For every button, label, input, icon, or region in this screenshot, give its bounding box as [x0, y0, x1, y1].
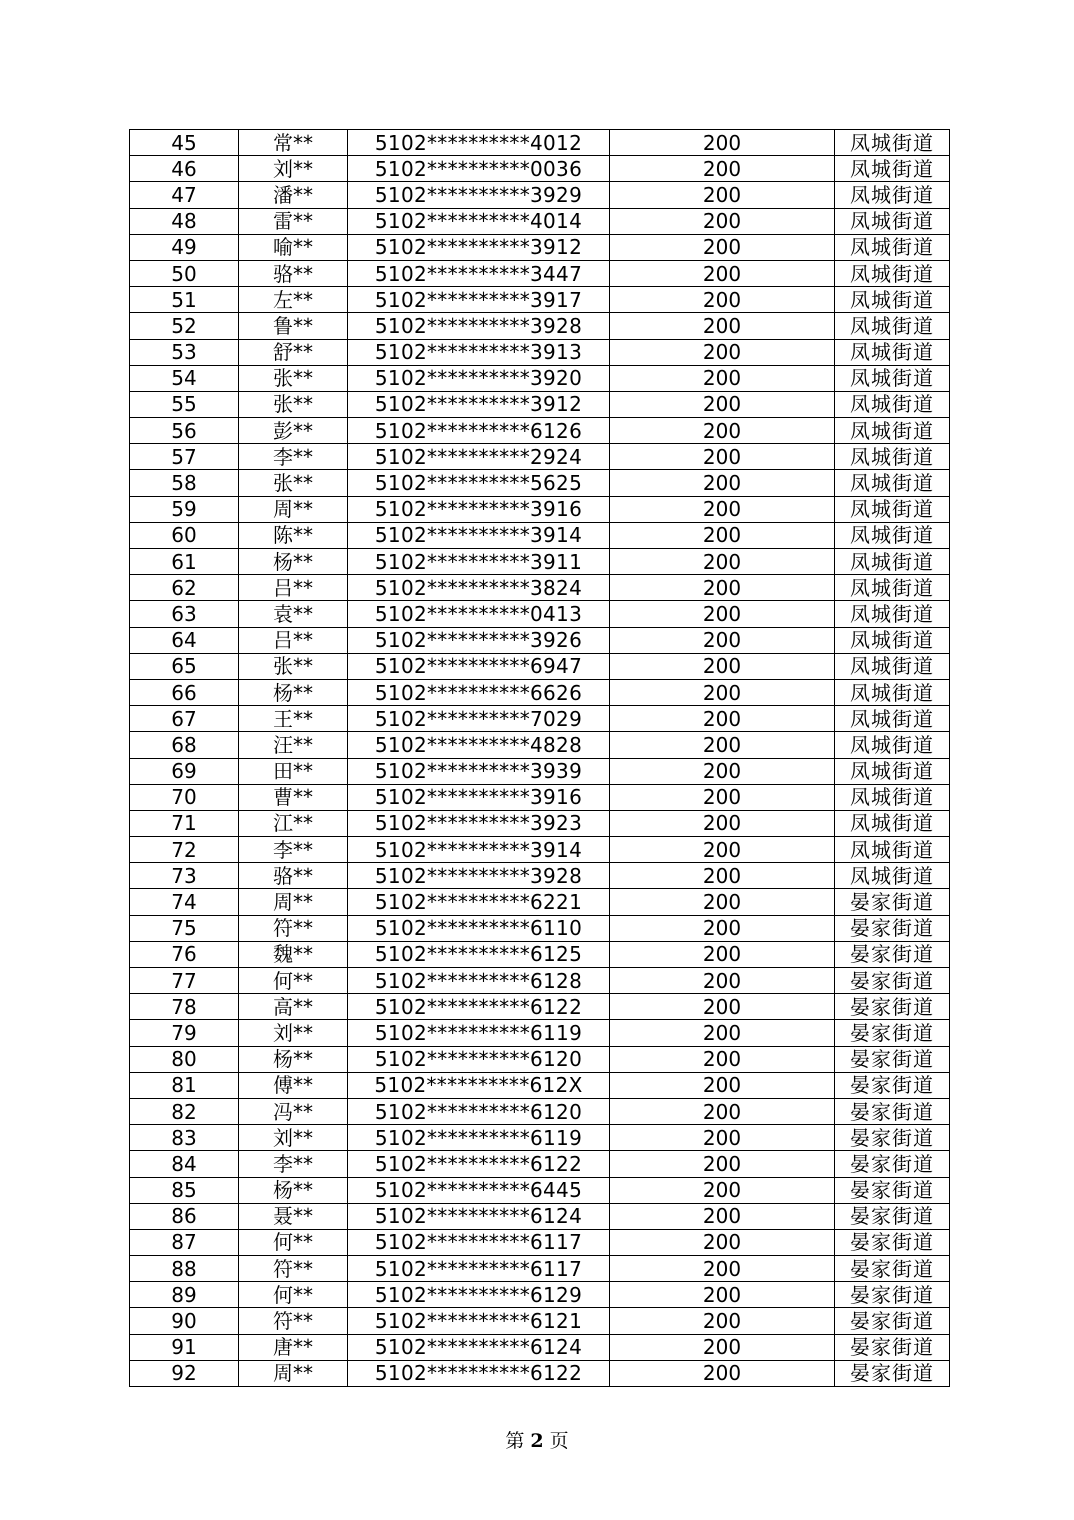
name-cell: 鲁**	[239, 313, 348, 339]
amount-cell: 200	[610, 130, 835, 156]
amount-cell: 200	[610, 260, 835, 286]
id-number-cell: 5102**********3929	[348, 182, 610, 208]
subdistrict-cell: 凤城街道	[835, 260, 950, 286]
subdistrict-cell: 凤城街道	[835, 784, 950, 810]
id-number-cell: 5102**********6947	[348, 653, 610, 679]
table-row	[130, 156, 950, 182]
amount-cell: 200	[610, 339, 835, 365]
subdistrict-cell: 晏家街道	[835, 1046, 950, 1072]
table-row	[130, 732, 950, 758]
amount-cell: 200	[610, 470, 835, 496]
page-footer	[0, 1426, 1074, 1453]
table-row	[130, 549, 950, 575]
name-cell: 何**	[239, 1282, 348, 1308]
row-index-cell: 67	[130, 706, 239, 732]
subdistrict-cell: 凤城街道	[835, 470, 950, 496]
row-index-cell: 59	[130, 496, 239, 522]
amount-cell: 200	[610, 627, 835, 653]
amount-cell: 200	[610, 208, 835, 234]
name-cell: 舒**	[239, 339, 348, 365]
id-number-cell: 5102**********4012	[348, 130, 610, 156]
row-index-cell: 79	[130, 1020, 239, 1046]
table-row	[130, 653, 950, 679]
row-index-cell: 56	[130, 418, 239, 444]
roster-table	[129, 129, 950, 1387]
name-cell: 刘**	[239, 1020, 348, 1046]
subdistrict-cell: 晏家街道	[835, 1203, 950, 1229]
table-row	[130, 1203, 950, 1229]
amount-cell: 200	[610, 1282, 835, 1308]
table-row	[130, 287, 950, 313]
row-index-cell: 60	[130, 522, 239, 548]
id-number-cell: 5102**********3926	[348, 627, 610, 653]
name-cell: 周**	[239, 889, 348, 915]
row-index-cell: 65	[130, 653, 239, 679]
id-number-cell: 5102**********3447	[348, 260, 610, 286]
subdistrict-cell: 凤城街道	[835, 810, 950, 836]
table-row	[130, 234, 950, 260]
row-index-cell: 90	[130, 1308, 239, 1334]
name-cell: 高**	[239, 994, 348, 1020]
subdistrict-cell: 晏家街道	[835, 1360, 950, 1386]
name-cell: 雷**	[239, 208, 348, 234]
amount-cell: 200	[610, 365, 835, 391]
amount-cell: 200	[610, 1072, 835, 1098]
table-row	[130, 444, 950, 470]
subdistrict-cell: 晏家街道	[835, 1020, 950, 1046]
subdistrict-cell: 凤城街道	[835, 444, 950, 470]
amount-cell: 200	[610, 758, 835, 784]
table-row	[130, 863, 950, 889]
row-index-cell: 57	[130, 444, 239, 470]
id-number-cell: 5102**********3928	[348, 863, 610, 889]
table-row	[130, 1256, 950, 1282]
name-cell: 傅**	[239, 1072, 348, 1098]
name-cell: 杨**	[239, 1046, 348, 1072]
id-number-cell: 5102**********3911	[348, 549, 610, 575]
id-number-cell: 5102**********3912	[348, 234, 610, 260]
row-index-cell: 55	[130, 391, 239, 417]
table-row	[130, 1046, 950, 1072]
subdistrict-cell: 凤城街道	[835, 339, 950, 365]
table-row	[130, 968, 950, 994]
table-row	[130, 810, 950, 836]
name-cell: 唐**	[239, 1334, 348, 1360]
name-cell: 陈**	[239, 522, 348, 548]
amount-cell: 200	[610, 1046, 835, 1072]
id-number-cell: 5102**********3824	[348, 575, 610, 601]
id-number-cell: 5102**********6128	[348, 968, 610, 994]
name-cell: 聂**	[239, 1203, 348, 1229]
amount-cell: 200	[610, 863, 835, 889]
row-index-cell: 52	[130, 313, 239, 339]
amount-cell: 200	[610, 496, 835, 522]
table-row	[130, 1020, 950, 1046]
table-row	[130, 994, 950, 1020]
id-number-cell: 5102**********0036	[348, 156, 610, 182]
row-index-cell: 77	[130, 968, 239, 994]
table-row	[130, 339, 950, 365]
amount-cell: 200	[610, 575, 835, 601]
row-index-cell: 68	[130, 732, 239, 758]
name-cell: 符**	[239, 915, 348, 941]
table-row	[130, 758, 950, 784]
name-cell: 杨**	[239, 1177, 348, 1203]
subdistrict-cell: 凤城街道	[835, 130, 950, 156]
id-number-cell: 5102**********6445	[348, 1177, 610, 1203]
row-index-cell: 88	[130, 1256, 239, 1282]
subdistrict-cell: 凤城街道	[835, 627, 950, 653]
row-index-cell: 64	[130, 627, 239, 653]
id-number-cell: 5102**********6110	[348, 915, 610, 941]
subdistrict-cell: 凤城街道	[835, 653, 950, 679]
subdistrict-cell: 凤城街道	[835, 575, 950, 601]
id-number-cell: 5102**********4014	[348, 208, 610, 234]
subdistrict-cell: 晏家街道	[835, 1098, 950, 1124]
name-cell: 符**	[239, 1308, 348, 1334]
name-cell: 张**	[239, 470, 348, 496]
subdistrict-cell: 凤城街道	[835, 732, 950, 758]
name-cell: 李**	[239, 1151, 348, 1177]
table-row	[130, 130, 950, 156]
id-number-cell: 5102**********6121	[348, 1308, 610, 1334]
table-row	[130, 601, 950, 627]
name-cell: 骆**	[239, 863, 348, 889]
table-row	[130, 1072, 950, 1098]
name-cell: 潘**	[239, 182, 348, 208]
name-cell: 常**	[239, 130, 348, 156]
subdistrict-cell: 凤城街道	[835, 234, 950, 260]
table-row	[130, 1177, 950, 1203]
id-number-cell: 5102**********7029	[348, 706, 610, 732]
name-cell: 杨**	[239, 679, 348, 705]
id-number-cell: 5102**********3912	[348, 391, 610, 417]
amount-cell: 200	[610, 156, 835, 182]
table-row	[130, 941, 950, 967]
row-index-cell: 73	[130, 863, 239, 889]
row-index-cell: 75	[130, 915, 239, 941]
subdistrict-cell: 凤城街道	[835, 706, 950, 732]
name-cell: 张**	[239, 653, 348, 679]
id-number-cell: 5102**********3913	[348, 339, 610, 365]
table-row	[130, 1308, 950, 1334]
amount-cell: 200	[610, 994, 835, 1020]
id-number-cell: 5102**********6122	[348, 1360, 610, 1386]
amount-cell: 200	[610, 810, 835, 836]
row-index-cell: 92	[130, 1360, 239, 1386]
id-number-cell: 5102**********3916	[348, 784, 610, 810]
name-cell: 吕**	[239, 575, 348, 601]
amount-cell: 200	[610, 1177, 835, 1203]
row-index-cell: 83	[130, 1125, 239, 1151]
amount-cell: 200	[610, 287, 835, 313]
id-number-cell: 5102**********6126	[348, 418, 610, 444]
row-index-cell: 54	[130, 365, 239, 391]
subdistrict-cell: 凤城街道	[835, 365, 950, 391]
name-cell: 袁**	[239, 601, 348, 627]
subdistrict-cell: 晏家街道	[835, 994, 950, 1020]
name-cell: 刘**	[239, 1125, 348, 1151]
id-number-cell: 5102**********6626	[348, 679, 610, 705]
row-index-cell: 50	[130, 260, 239, 286]
row-index-cell: 91	[130, 1334, 239, 1360]
row-index-cell: 82	[130, 1098, 239, 1124]
row-index-cell: 61	[130, 549, 239, 575]
subdistrict-cell: 凤城街道	[835, 313, 950, 339]
amount-cell: 200	[610, 444, 835, 470]
table-row	[130, 915, 950, 941]
row-index-cell: 89	[130, 1282, 239, 1308]
id-number-cell: 5102**********0413	[348, 601, 610, 627]
id-number-cell: 5102**********6122	[348, 1151, 610, 1177]
amount-cell: 200	[610, 1360, 835, 1386]
table-row	[130, 889, 950, 915]
name-cell: 冯**	[239, 1098, 348, 1124]
id-number-cell: 5102**********3917	[348, 287, 610, 313]
subdistrict-cell: 晏家街道	[835, 1229, 950, 1255]
amount-cell: 200	[610, 1334, 835, 1360]
subdistrict-cell: 晏家街道	[835, 889, 950, 915]
table-row	[130, 365, 950, 391]
id-number-cell: 5102**********2924	[348, 444, 610, 470]
id-number-cell: 5102**********5625	[348, 470, 610, 496]
table-row	[130, 679, 950, 705]
roster-table-body	[130, 130, 950, 1387]
table-row	[130, 1098, 950, 1124]
subdistrict-cell: 凤城街道	[835, 679, 950, 705]
table-row	[130, 1282, 950, 1308]
name-cell: 李**	[239, 837, 348, 863]
row-index-cell: 62	[130, 575, 239, 601]
amount-cell: 200	[610, 1020, 835, 1046]
subdistrict-cell: 晏家街道	[835, 1282, 950, 1308]
subdistrict-cell: 凤城街道	[835, 182, 950, 208]
table-row	[130, 182, 950, 208]
amount-cell: 200	[610, 1229, 835, 1255]
subdistrict-cell: 凤城街道	[835, 758, 950, 784]
table-row	[130, 1125, 950, 1151]
amount-cell: 200	[610, 601, 835, 627]
name-cell: 周**	[239, 496, 348, 522]
row-index-cell: 63	[130, 601, 239, 627]
subdistrict-cell: 凤城街道	[835, 863, 950, 889]
table-row	[130, 1151, 950, 1177]
subdistrict-cell: 晏家街道	[835, 1177, 950, 1203]
name-cell: 张**	[239, 365, 348, 391]
subdistrict-cell: 凤城街道	[835, 549, 950, 575]
id-number-cell: 5102**********6119	[348, 1125, 610, 1151]
row-index-cell: 46	[130, 156, 239, 182]
amount-cell: 200	[610, 837, 835, 863]
amount-cell: 200	[610, 784, 835, 810]
row-index-cell: 48	[130, 208, 239, 234]
amount-cell: 200	[610, 706, 835, 732]
id-number-cell: 5102**********3914	[348, 837, 610, 863]
amount-cell: 200	[610, 418, 835, 444]
subdistrict-cell: 晏家街道	[835, 1308, 950, 1334]
name-cell: 左**	[239, 287, 348, 313]
row-index-cell: 72	[130, 837, 239, 863]
id-number-cell: 5102**********3923	[348, 810, 610, 836]
amount-cell: 200	[610, 889, 835, 915]
name-cell: 周**	[239, 1360, 348, 1386]
subdistrict-cell: 凤城街道	[835, 496, 950, 522]
row-index-cell: 71	[130, 810, 239, 836]
row-index-cell: 84	[130, 1151, 239, 1177]
amount-cell: 200	[610, 1256, 835, 1282]
table-row	[130, 313, 950, 339]
table-row	[130, 1229, 950, 1255]
table-row	[130, 470, 950, 496]
id-number-cell: 5102**********612X	[348, 1072, 610, 1098]
row-index-cell: 76	[130, 941, 239, 967]
subdistrict-cell: 凤城街道	[835, 522, 950, 548]
subdistrict-cell: 晏家街道	[835, 1072, 950, 1098]
name-cell: 汪**	[239, 732, 348, 758]
table-row	[130, 1360, 950, 1386]
row-index-cell: 47	[130, 182, 239, 208]
id-number-cell: 5102**********6221	[348, 889, 610, 915]
id-number-cell: 5102**********6120	[348, 1046, 610, 1072]
amount-cell: 200	[610, 1151, 835, 1177]
subdistrict-cell: 凤城街道	[835, 208, 950, 234]
row-index-cell: 80	[130, 1046, 239, 1072]
amount-cell: 200	[610, 313, 835, 339]
row-index-cell: 87	[130, 1229, 239, 1255]
row-index-cell: 53	[130, 339, 239, 365]
subdistrict-cell: 凤城街道	[835, 418, 950, 444]
row-index-cell: 51	[130, 287, 239, 313]
page-footer-prefix: 第	[505, 1430, 525, 1452]
row-index-cell: 74	[130, 889, 239, 915]
row-index-cell: 49	[130, 234, 239, 260]
name-cell: 田**	[239, 758, 348, 784]
row-index-cell: 58	[130, 470, 239, 496]
id-number-cell: 5102**********4828	[348, 732, 610, 758]
id-number-cell: 5102**********6117	[348, 1229, 610, 1255]
table-row	[130, 1334, 950, 1360]
id-number-cell: 5102**********6120	[348, 1098, 610, 1124]
id-number-cell: 5102**********3928	[348, 313, 610, 339]
name-cell: 喻**	[239, 234, 348, 260]
name-cell: 王**	[239, 706, 348, 732]
subdistrict-cell: 晏家街道	[835, 1151, 950, 1177]
id-number-cell: 5102**********6124	[348, 1203, 610, 1229]
subdistrict-cell: 凤城街道	[835, 837, 950, 863]
page-number: 2	[530, 1430, 544, 1452]
table-row	[130, 496, 950, 522]
row-index-cell: 69	[130, 758, 239, 784]
name-cell: 杨**	[239, 549, 348, 575]
name-cell: 何**	[239, 968, 348, 994]
subdistrict-cell: 凤城街道	[835, 287, 950, 313]
table-row	[130, 391, 950, 417]
amount-cell: 200	[610, 182, 835, 208]
name-cell: 曹**	[239, 784, 348, 810]
id-number-cell: 5102**********3939	[348, 758, 610, 784]
amount-cell: 200	[610, 653, 835, 679]
subdistrict-cell: 晏家街道	[835, 915, 950, 941]
table-row	[130, 208, 950, 234]
id-number-cell: 5102**********6124	[348, 1334, 610, 1360]
table-row	[130, 522, 950, 548]
table-row	[130, 706, 950, 732]
name-cell: 刘**	[239, 156, 348, 182]
amount-cell: 200	[610, 522, 835, 548]
amount-cell: 200	[610, 1308, 835, 1334]
name-cell: 张**	[239, 391, 348, 417]
subdistrict-cell: 晏家街道	[835, 941, 950, 967]
amount-cell: 200	[610, 1203, 835, 1229]
subdistrict-cell: 凤城街道	[835, 156, 950, 182]
id-number-cell: 5102**********6119	[348, 1020, 610, 1046]
table-row	[130, 837, 950, 863]
subdistrict-cell: 晏家街道	[835, 968, 950, 994]
subdistrict-cell: 凤城街道	[835, 601, 950, 627]
name-cell: 骆**	[239, 260, 348, 286]
amount-cell: 200	[610, 679, 835, 705]
name-cell: 江**	[239, 810, 348, 836]
name-cell: 魏**	[239, 941, 348, 967]
amount-cell: 200	[610, 1098, 835, 1124]
id-number-cell: 5102**********6129	[348, 1282, 610, 1308]
name-cell: 符**	[239, 1256, 348, 1282]
table-row	[130, 260, 950, 286]
row-index-cell: 78	[130, 994, 239, 1020]
subdistrict-cell: 晏家街道	[835, 1125, 950, 1151]
table-row	[130, 575, 950, 601]
amount-cell: 200	[610, 968, 835, 994]
name-cell: 吕**	[239, 627, 348, 653]
id-number-cell: 5102**********3914	[348, 522, 610, 548]
amount-cell: 200	[610, 732, 835, 758]
amount-cell: 200	[610, 1125, 835, 1151]
name-cell: 彭**	[239, 418, 348, 444]
id-number-cell: 5102**********3916	[348, 496, 610, 522]
amount-cell: 200	[610, 915, 835, 941]
name-cell: 李**	[239, 444, 348, 470]
id-number-cell: 5102**********3920	[348, 365, 610, 391]
table-row	[130, 784, 950, 810]
id-number-cell: 5102**********6122	[348, 994, 610, 1020]
amount-cell: 200	[610, 234, 835, 260]
row-index-cell: 70	[130, 784, 239, 810]
row-index-cell: 45	[130, 130, 239, 156]
name-cell: 何**	[239, 1229, 348, 1255]
subdistrict-cell: 凤城街道	[835, 391, 950, 417]
amount-cell: 200	[610, 391, 835, 417]
row-index-cell: 85	[130, 1177, 239, 1203]
row-index-cell: 86	[130, 1203, 239, 1229]
subdistrict-cell: 晏家街道	[835, 1256, 950, 1282]
amount-cell: 200	[610, 941, 835, 967]
subdistrict-cell: 晏家街道	[835, 1334, 950, 1360]
table-row	[130, 627, 950, 653]
row-index-cell: 81	[130, 1072, 239, 1098]
id-number-cell: 5102**********6117	[348, 1256, 610, 1282]
page-footer-suffix: 页	[549, 1430, 569, 1452]
amount-cell: 200	[610, 549, 835, 575]
row-index-cell: 66	[130, 679, 239, 705]
table-row	[130, 418, 950, 444]
id-number-cell: 5102**********6125	[348, 941, 610, 967]
